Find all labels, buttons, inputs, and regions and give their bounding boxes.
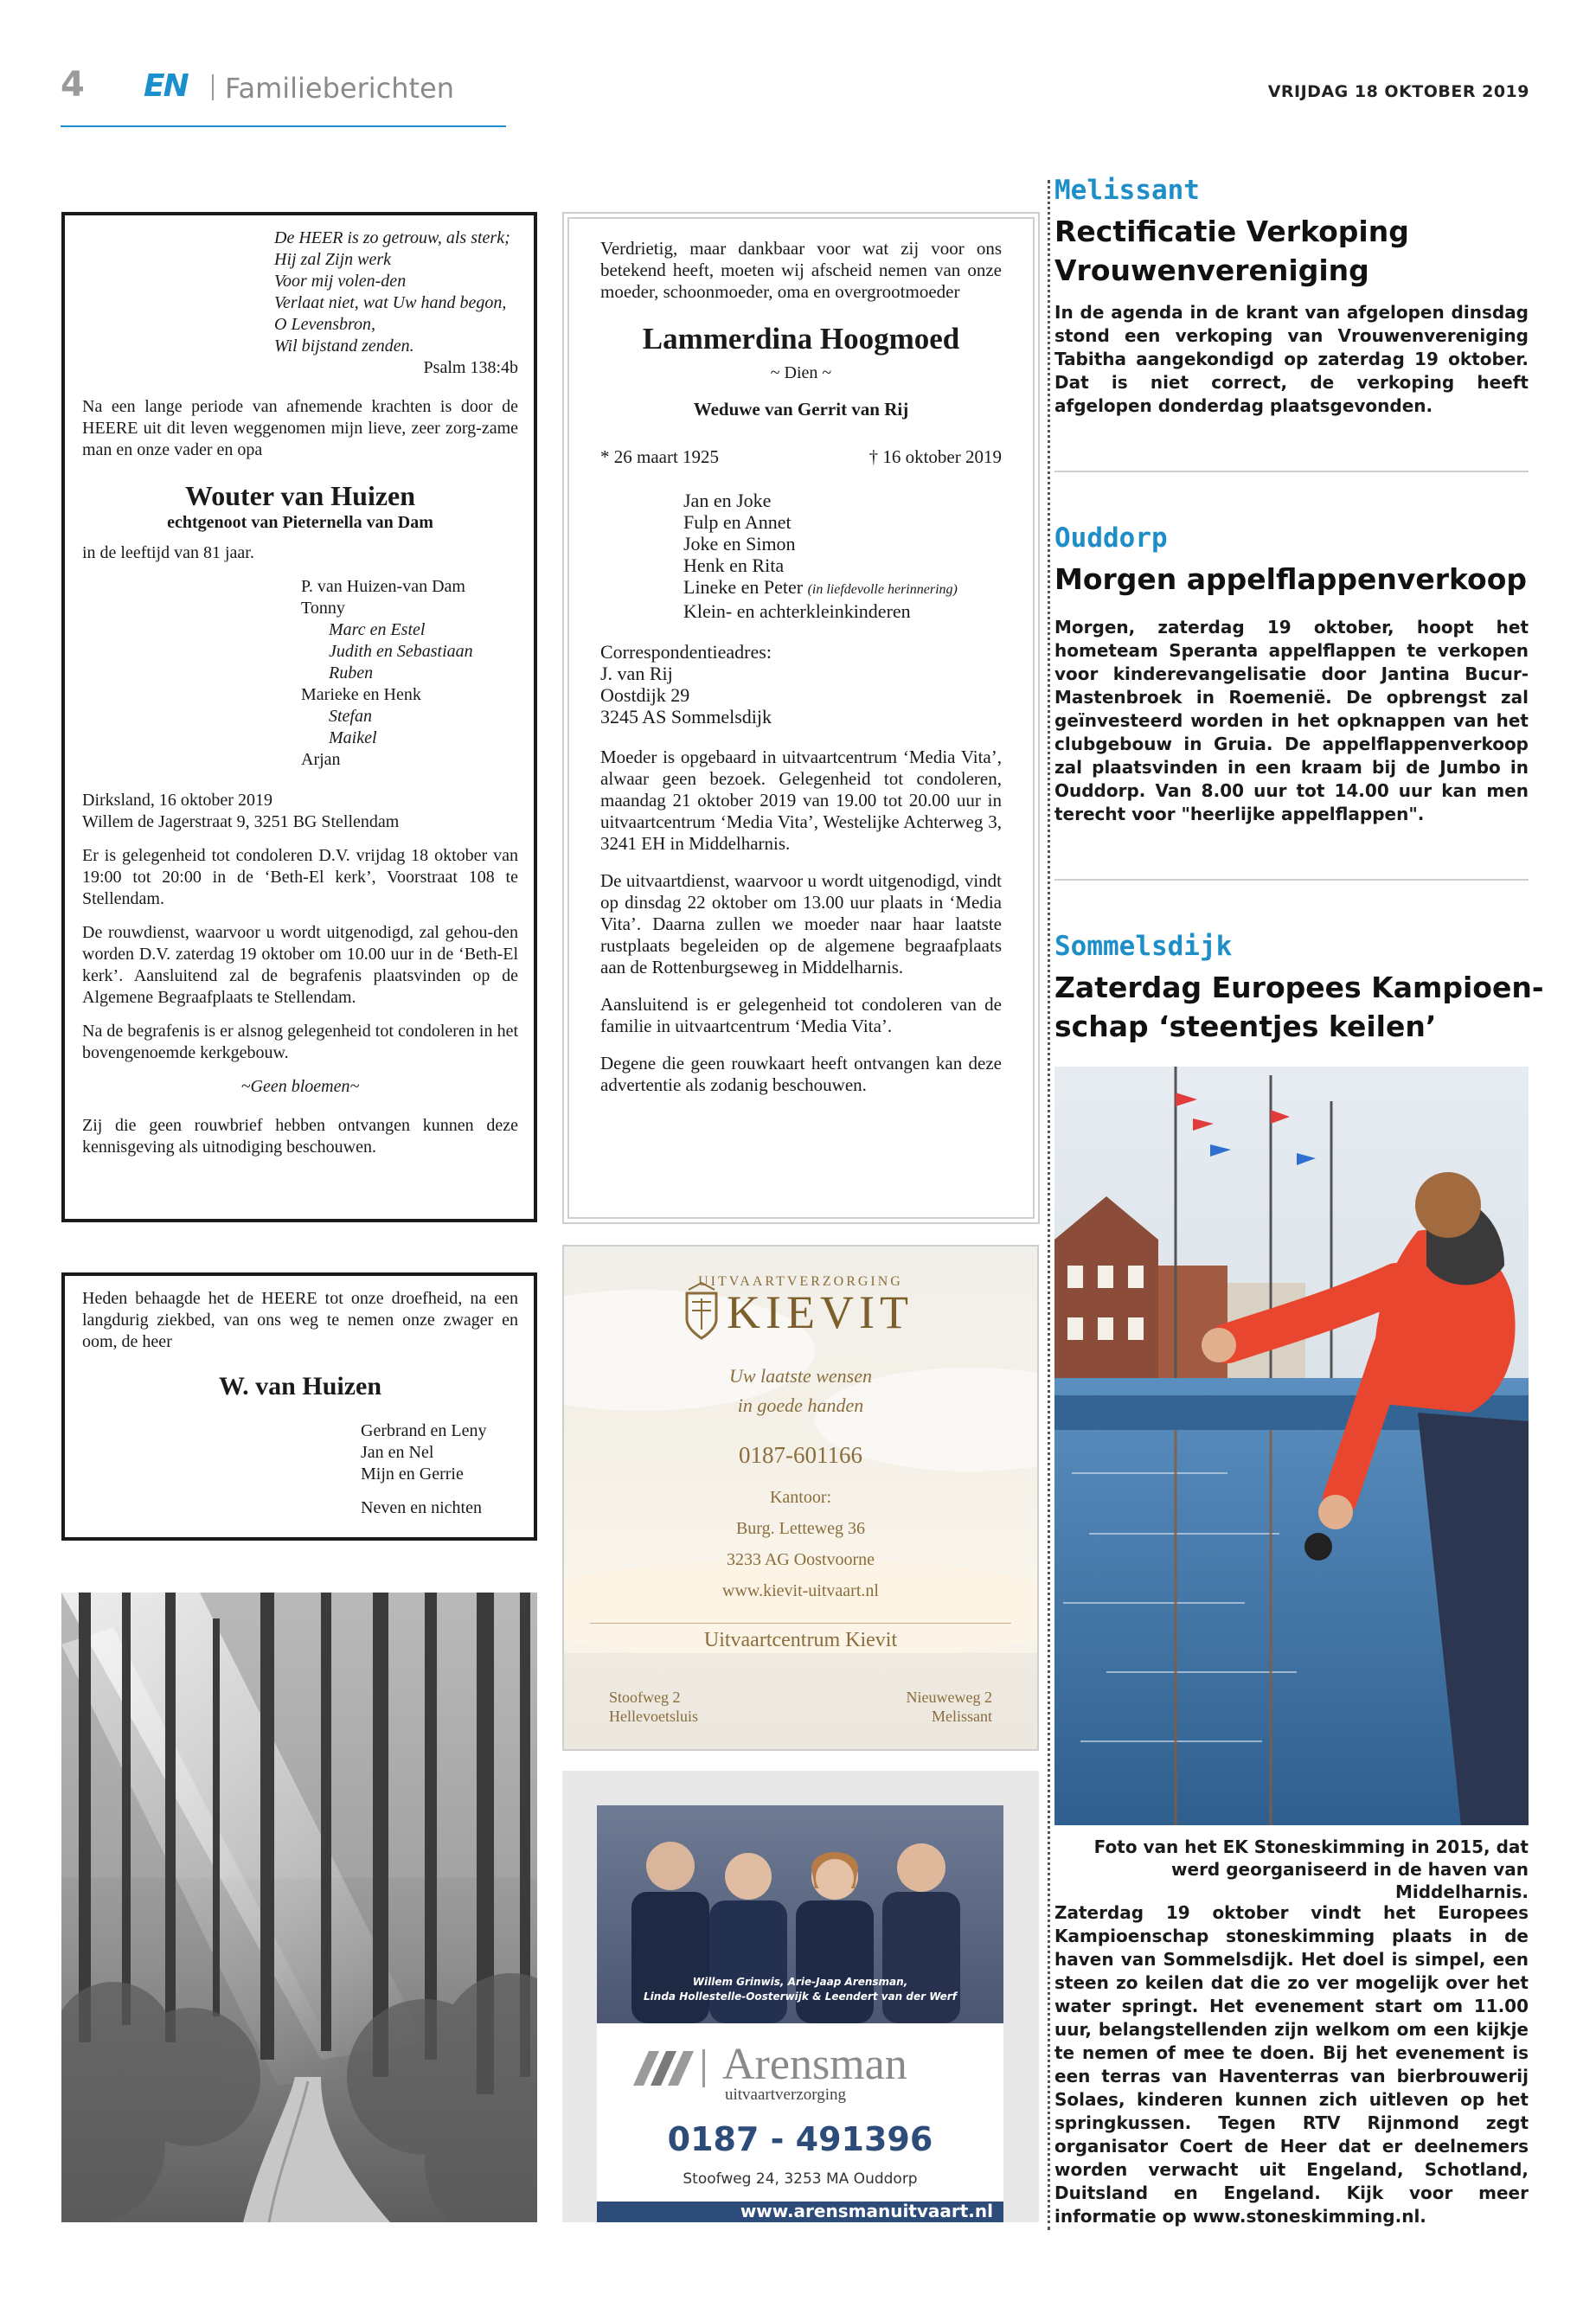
- masthead-divider: [212, 74, 214, 100]
- correspondence-line: 3245 AS Sommelsdijk: [600, 706, 772, 727]
- deceased-name: W. van Huizen: [218, 1372, 382, 1400]
- news-place-melissant: Melissant: [1054, 175, 1200, 206]
- home-address: Willem de Jagerstraat 9, 3251 BG Stellendam: [82, 812, 400, 831]
- forest-photo: [61, 1593, 537, 2222]
- notice-intro: Na een lange periode van afnemende krachten is door de HEERE uit dit leven weggenomen mijn lieve, zeer zorg-zame man en onze vader en opa: [82, 397, 518, 459]
- location-line: Nieuweweg 2: [906, 1689, 992, 1706]
- ad-tagline: UITVAARTVERZORGING: [698, 1274, 903, 1289]
- stoneskimming-illustration: [1054, 1067, 1529, 1825]
- place-date: Dirksland, 16 oktober 2019: [82, 791, 272, 810]
- ad-location-right: [907, 1688, 992, 1726]
- after-funeral-text: Na de begrafenis is er alsnog gelegenheid tot condoleren in het bovengenoemde kerkgebouw.: [82, 1022, 518, 1062]
- office-label: Kantoor:: [769, 1488, 832, 1507]
- title-line: Zaterdag Europees Kampioen-: [1054, 971, 1544, 1004]
- family-member: Arjan: [301, 750, 341, 769]
- kievit-crest-icon: [680, 1281, 723, 1346]
- family-member: Fulp en Annet: [683, 511, 792, 533]
- slogan-line: Uw laatste wensen: [729, 1365, 872, 1387]
- birth-date: * 26 maart 1925: [600, 446, 720, 467]
- family-member: Gerbrand en Leny: [361, 1421, 487, 1440]
- no-flowers: ~Geen bloemen~: [240, 1077, 360, 1096]
- location-line: Hellevoetsluis: [609, 1708, 698, 1725]
- verse-line: Wil bijstand zenden.: [274, 336, 414, 356]
- team-photo: [597, 1805, 1003, 2023]
- location-line: Melissant: [932, 1708, 992, 1725]
- family-member: Jan en Joke: [683, 490, 772, 511]
- age-line: in de leeftijd van 81 jaar.: [82, 543, 254, 562]
- family-member: Mijn en Gerrie: [361, 1465, 464, 1484]
- death-notice-wouter: [61, 212, 537, 1222]
- photo-caption: Foto van het EK Stoneskimming in 2015, dat werd georganiseerd in de haven van Middelharnis.: [1093, 1836, 1529, 1902]
- family-member: [683, 576, 1002, 600]
- verse-reference: Psalm 138:4b: [423, 358, 518, 377]
- ad-brand: KIEVIT: [727, 1286, 913, 1338]
- title-line: schap ‘steentjes keilen’: [1054, 1009, 1437, 1043]
- title-line: Morgen appelflappenverkoop: [1054, 562, 1528, 596]
- closing-text: Degene die geen rouwkaart heeft ontvangen kan deze advertentie als zodanig beschouwen.: [600, 1053, 1002, 1095]
- correspondence-label: Correspondentieadres:: [600, 641, 772, 663]
- ad-subtitle: uitvaartverzorging: [725, 2086, 846, 2104]
- memory-note: (in liefdevolle herinnering): [807, 582, 958, 597]
- condolence-text: Er is gelegenheid tot condoleren D.V. vrijdag 18 oktober van 19:00 tot 20:00 in de ‘Beth-El kerk’, Voorstraat 108 te Stellendam.: [82, 846, 518, 908]
- masthead-rule: [61, 125, 506, 127]
- news-divider: [1054, 879, 1529, 881]
- death-date: † 16 oktober 2019: [869, 446, 1002, 467]
- ad-phone[interactable]: 0187-601166: [739, 1442, 862, 1468]
- service-text: De rouwdienst, waarvoor u wordt uitgenodigd, zal gehou-den worden D.V. zaterdag 19 oktober om 10.00 uur in de ‘Beth-El kerk’. Aansluitend zal de begrafenis plaatsvinden op de Algemene Begraafplaats te Stellendam.: [82, 923, 518, 1007]
- service-text: De uitvaartdienst, waarvoor u wordt uitgenodigd, vindt op dinsdag 22 oktober om 13.00 uur plaats in ‘Media Vita’. Daarna zullen we moeder naar haar laatste rustplaats begeleiden op de algemene begraafplaats aan de Rottenburgseweg in Middelharnis.: [600, 870, 1002, 977]
- arensman-logo-icon: [633, 2049, 711, 2092]
- location-line: Stoofweg 2: [609, 1689, 681, 1706]
- family-member: Stefan: [329, 707, 372, 726]
- deceased-name: Wouter van Huizen: [184, 480, 416, 511]
- death-notice-lammerdina: [562, 212, 1040, 1224]
- logo: EN: [144, 68, 188, 104]
- family-member: Ruben: [329, 663, 374, 683]
- family-member-name: Lineke en Peter: [683, 576, 804, 598]
- ad-location-left: [609, 1688, 698, 1726]
- spouse-line: echtgenoot van Pieternella van Dam: [167, 513, 433, 532]
- verse-line: Voor mij volen-den: [274, 272, 407, 291]
- forest-illustration: [61, 1593, 537, 2222]
- family-member: Maikel: [329, 728, 377, 747]
- family-member: Henk en Rita: [683, 554, 785, 576]
- verse-line: De HEER is zo getrouw, als sterk;: [274, 228, 510, 247]
- family-list: [361, 1420, 518, 1519]
- news-title-sommelsdijk: [1054, 968, 1544, 1046]
- family-member: Joke en Simon: [683, 533, 796, 554]
- family-member: Jan en Nel: [361, 1443, 434, 1462]
- laid-out-text: Moeder is opgebaard in uitvaartcentrum ‘Media Vita’, alwaar geen bezoek. Gelegenheid tot condoleren, maandag 21 oktober 2019 van 19.00 tot 20.00 uur in uitvaartcentrum ‘Media Vita’, Westelijke Achterweg 3, 3241 EH in Middelharnis.: [600, 747, 1002, 854]
- ad-divider: [590, 1623, 1011, 1624]
- deceased-name: Lammerdina Hoogmoed: [642, 322, 960, 356]
- family-member: P. van Huizen-van Dam: [301, 577, 465, 596]
- closing-text: Zij die geen rouwbrief hebben ontvangen kunnen deze kennisgeving als uitnodiging beschouwen.: [82, 1116, 518, 1157]
- title-line: Rectificatie Verkoping: [1054, 215, 1409, 248]
- news-body-melissant: In de agenda in de krant van afgelopen dinsdag stond een verkoping van Vrouwenvereniging Tabitha aangekondigd op zaterdag 19 oktober. Dat is niet correct, de verkoping heeft afgelopen donderdag plaatsgevonden.: [1054, 302, 1529, 416]
- news-place-sommelsdijk: Sommelsdijk: [1054, 931, 1233, 962]
- correspondence-line: J. van Rij: [600, 663, 673, 684]
- page-number: 4: [61, 65, 85, 105]
- issue-date: VRIJDAG 18 OKTOBER 2019: [1267, 82, 1529, 101]
- verse: [274, 228, 518, 379]
- news-body-sommelsdijk: Zaterdag 19 oktober vindt het Europees Kampioenschap stoneskimming plaats in de haven van Sommelsdijk. Het doel is simpel, een steen zo keilen dat die zo ver mogelijk over het water springt. Het evenement start om 11.00 uur, belangstellenden zijn welkom om een kijkje te nemen of mee te doen. Bij het evenement is een terras van Haventerras van bierbrouwerij Solaes, kinderen kunnen zich uitleven op het springkussen. Tegen RTV Rijnmond zegt organisator Coert de Heer dat er deelnemers worden verwacht uit Engeland, Schotland, Duitsland en Engeland. Kijk voor meer informatie op www.stoneskimming.nl.: [1054, 1902, 1529, 2227]
- ad-phone[interactable]: 0187 - 491396: [667, 2120, 933, 2158]
- ad-kievit: [562, 1245, 1039, 1751]
- family-member: Judith en Sebastiaan: [329, 642, 473, 661]
- dates-row: [600, 446, 1002, 469]
- news-title-melissant: [1054, 212, 1539, 290]
- section-title: Familieberichten: [225, 72, 455, 105]
- news-place-ouddorp: Ouddorp: [1054, 522, 1168, 554]
- family-member: Marc en Estel: [329, 620, 426, 639]
- office-address: Burg. Letteweg 36: [735, 1519, 866, 1538]
- family-list: [301, 576, 518, 771]
- family-list: [683, 490, 1002, 622]
- news-body-ouddorp: Morgen, zaterdag 19 oktober, hoopt het hometeam Speranta appelflappen te verkopen voor kinderevangelisatie door Jantina Bucur-Mastenbroek in Roemenië. De opbrengst zal geïnvesteerd worden in het opknappen van het clubgebouw in Gruia. De appelflappenverkoop zal plaatsvinden in een kraam bij de Jumbo in Ouddorp. Van 8.00 uur tot 14.00 uur kan men terecht voor "heerlijke appelflappen".: [1054, 617, 1529, 824]
- verse-line: Hij zal Zijn werk: [274, 250, 392, 269]
- stoneskimming-photo: [1054, 1067, 1529, 1825]
- title-line: Vrouwenvereniging: [1054, 253, 1369, 287]
- caption-line: Willem Grinwis, Arie-Jaap Arensman,: [692, 1976, 908, 1988]
- family-member: Neven en nichten: [361, 1498, 482, 1517]
- column-separator: [1048, 180, 1050, 2230]
- verse-line: O Levensbron,: [274, 315, 376, 334]
- ad-center-name: Uitvaartcentrum Kievit: [703, 1629, 898, 1651]
- verse-line: Verlaat niet, wat Uw hand begon,: [274, 293, 507, 312]
- caption-line: Linda Hollestelle-Oosterwijk & Leendert van der Werf: [644, 1990, 957, 2003]
- death-notice-w-van-huizen: [61, 1272, 537, 1541]
- ad-brand: Arensman: [722, 2040, 907, 2089]
- notice-intro: Heden behaagde het de HEERE tot onze droefheid, na een langdurig ziekbed, van ons weg te nemen onze zwager en oom, de heer: [82, 1289, 518, 1351]
- correspondence-line: Oostdijk 29: [600, 684, 690, 706]
- ad-slogan: [564, 1362, 1037, 1420]
- family-member: Marieke en Henk: [301, 685, 421, 704]
- ad-office: [564, 1482, 1037, 1606]
- slogan-line: in goede handen: [737, 1394, 864, 1416]
- notice-intro: Verdrietig, maar dankbaar voor wat zij voor ons betekend heeft, moeten wij afscheid nemen van onze moeder, schoonmoeder, oma en overgrootmoeder: [600, 238, 1002, 302]
- ad-website[interactable]: www.arensmanuitvaart.nl: [740, 2201, 993, 2221]
- news-divider: [1054, 471, 1529, 472]
- ad-address: Stoofweg 24, 3253 MA Ouddorp: [683, 2170, 918, 2188]
- after-text: Aansluitend is er gelegenheid tot condoleren van de familie in uitvaartcentrum ‘Media Vita’.: [600, 994, 1002, 1036]
- nickname: ~ Dien ~: [770, 363, 832, 382]
- ad-arensman: [562, 1771, 1039, 2222]
- family-member: Tonny: [301, 599, 345, 618]
- office-address: 3233 AG Oostvoorne: [726, 1550, 875, 1569]
- ad-website[interactable]: www.kievit-uitvaart.nl: [722, 1581, 879, 1600]
- news-title-ouddorp: [1054, 560, 1539, 599]
- widow-line: Weduwe van Gerrit van Rij: [693, 399, 909, 420]
- team-caption: [597, 1975, 1003, 2004]
- family-member: Klein- en achterkleinkinderen: [683, 600, 911, 622]
